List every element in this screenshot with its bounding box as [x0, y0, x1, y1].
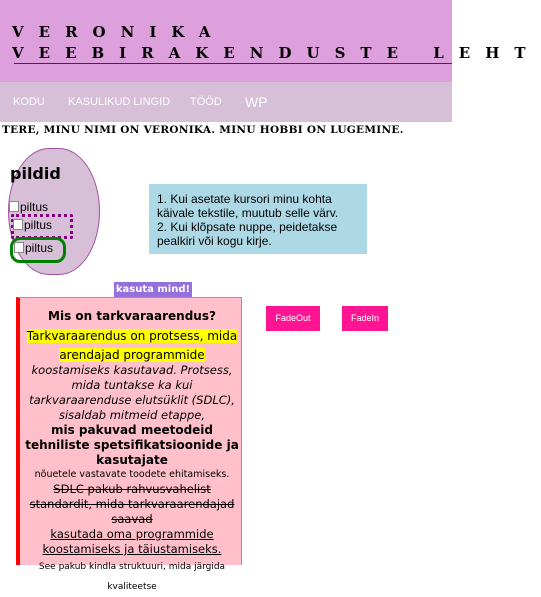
gallery-image-3[interactable]	[14, 241, 53, 255]
broken-image-icon	[9, 201, 19, 212]
article-strikethrough-text: SDLC pakub rahvusvahelist standardit, mida tarkvaraarendajad saavad	[29, 482, 235, 526]
site-title-line-2: VEEBIRAKENDUSTE LEHT	[12, 44, 541, 62]
kasuta-mind-badge[interactable]: kasuta mind!	[115, 284, 191, 295]
info-box	[149, 184, 367, 254]
nav-link-kodu[interactable]: KODU	[13, 96, 45, 108]
article-small-text: nõuetele vastavate toodete ehitamiseks.	[34, 469, 230, 480]
article-card	[16, 297, 242, 592]
article-italic-text: koostamiseks kasutavad. Protsess, mida tuntakse ka kui tarkvaraarenduse elutsüklit (SDLC), sisaldab mitmeid etappe,	[29, 363, 235, 422]
info-line-1: 1. Kui asetate kursori minu kohta käivale tekstile, muutub selle värv.	[157, 192, 339, 220]
article-bold-text: mis pakuvad meetodeid tehniliste spetsifikatsioonide ja kasutajate	[25, 423, 239, 467]
header-divider	[14, 63, 452, 64]
gallery-image-1[interactable]	[9, 200, 48, 214]
fadein-button[interactable]: FadeIn	[342, 306, 388, 331]
article-underline-text: kasutada oma programmide koostamiseks ja täiustamiseks.	[42, 527, 222, 556]
nav-link-tood[interactable]: TÖÖD	[190, 96, 222, 108]
broken-image-icon	[14, 242, 24, 253]
gallery-image-2[interactable]	[13, 218, 52, 232]
article-heading: Mis on tarkvaraarendus?	[48, 309, 216, 323]
site-header	[0, 0, 541, 82]
nav-link-wp[interactable]: WP	[245, 94, 268, 110]
image-alt-text: piltus	[25, 241, 54, 255]
site-title-line-1: VERONIKA	[12, 23, 226, 41]
image-alt-text: piltus	[24, 218, 53, 232]
gallery-title: pildid	[10, 164, 61, 183]
broken-image-icon	[13, 219, 23, 230]
fadeout-button[interactable]: FadeOut	[266, 306, 320, 331]
info-line-2: 2. Kui klõpsate nuppe, peidetakse pealkiri või kogu kirje.	[157, 220, 338, 248]
article-tiny-text: See pakub kindla struktuuri, mida järgida kvaliteetse	[38, 562, 226, 592]
nav-bar	[0, 82, 452, 122]
intro-text: TERE, MINU NIMI ON VERONIKA. MINU HOBBI ON LUGEMINE.	[2, 124, 404, 136]
image-alt-text: piltus	[20, 200, 49, 214]
article-highlight-text: Tarkvaraarendus on protsess, mida arendajad programmide	[26, 329, 238, 362]
nav-link-kasulikud-lingid[interactable]: KASULIKUD LINGID	[68, 96, 171, 108]
